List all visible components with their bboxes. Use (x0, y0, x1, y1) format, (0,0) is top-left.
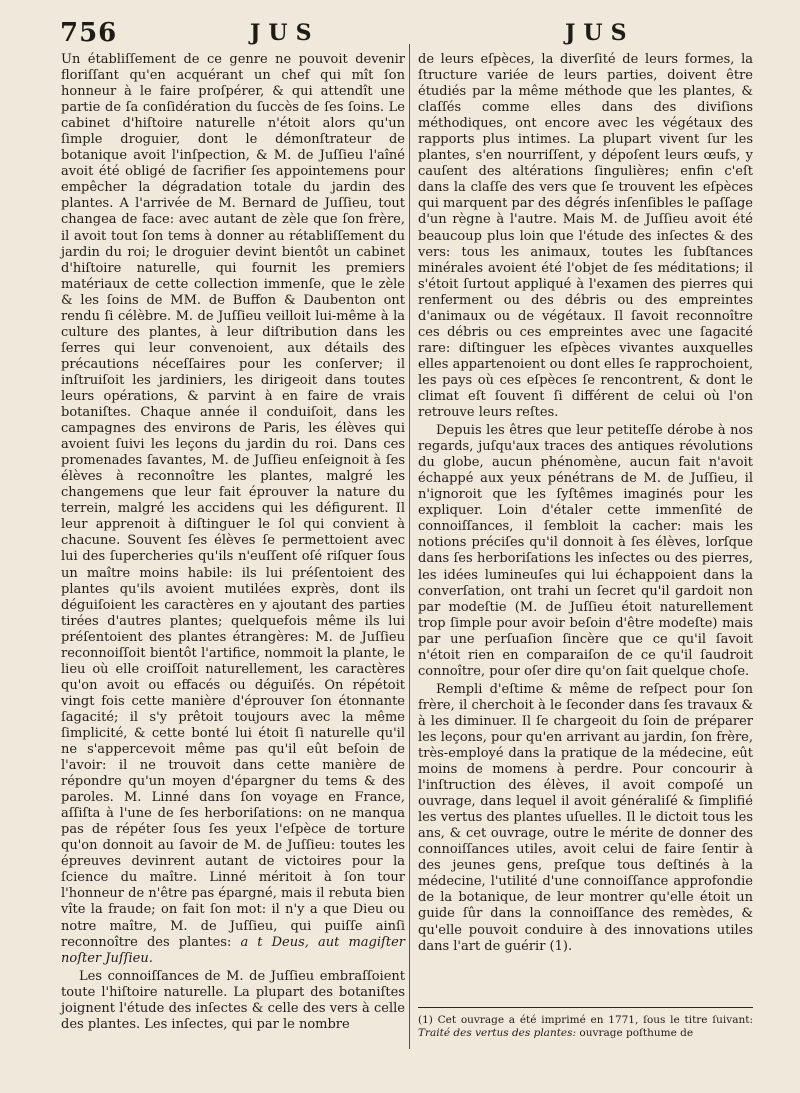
latin-quote: a t Deus, aut magiſter noſter Juſſieu. (61, 934, 405, 966)
paragraph (61, 52, 405, 967)
paragraph-text: Un établiſſement de ce genre ne pouvoit devenir floriſſant qu'en acquérant un chef qui mît ſon honneur à le faire proſpérer, & qui attendît une partie de ſa conſidération du ſuccès de ſes ſoins. Le cabinet d'hiſtoire naturelle n'étoit alors qu'un ſimple droguier, dont le démonſtrateur de botanique avoit l'inſpection, & M. de Juſſieu l'aîné avoit été obligé de ſacrifier ſes appointemens pour empêcher la dégradation totale du jardin des plantes. A l'arrivée de M. Bernard de Juſſieu, tout changea de face: avec autant de zèle que ſon frère, il avoit tout ſon tems à donner au rétabliſſement du jardin du roi; le droguier devint bientôt un cabinet d'hiſtoire naturelle, qui fournit les premiers matériaux de cette collection immenſe, que le zèle & les ſoins de MM. de Buffon & Daubenton ont rendu ſi célèbre. M. de Juſſieu veilloit lui-même à la culture des plantes, à leur diſtribution dans les ſerres qui leur convenoient, aux détails des précautions néceſſaires pour les conſerver; il inſtruiſoit les jardiniers, les dirigeoit dans toutes leurs opérations, & parvint à en faire de vrais botaniſtes. Chaque année il conduiſoit, dans les campagnes des environs de Paris, les élèves qui avoient ſuivi les leçons du jardin du roi. Dans ces promenades ſavantes, M. de Juſſieu enſeignoit à ſes élèves à reconnoître les plantes, malgré les changemens que leur fait éprouver la nature du terrein, malgré les accidens qui les défigurent. Il leur apprenoit à diſtinguer le ſol qui convient à chacune. Souvent ſes élèves ſe permettoient avec lui des ſupercheries qu'ils n'euſſent oſé riſquer ſous un maître moins habile: ils lui préſentoient des plantes qu'ils avoient mutilées exprès, dont ils déguiſoient les caractères en y ajoutant des parties tirées d'autres plantes; quelquefois même ils lui préſentoient des plantes étrangères: M. de Juſſieu reconnoiſſoit bientôt l'artifice, nommoit la plante, le lieu où elle croiſſoit naturellement, les caractères qu'on avoit ou effacés ou déguiſés. On répétoit vingt fois cette manière d'éprouver ſon étonnante ſagacité; il s'y prêtoit toujours avec la même ſimplicité, & cette bonté lui étoit ſi naturelle qu'il ne s'appercevoit même pas qu'il eût beſoin de l'avoir: il ne trouvoit dans cette manière de répondre qu'un moyen d'épargner du tems & des paroles. M. Linné dans ſon voyage en France, aſſiſta à l'une de ſes herboriſations: on ne manqua pas de répéter ſous ſes yeux l'eſpèce de torture qu'on donnoit au ſavoir de M. de Juſſieu: toutes les épreuves devinrent autant de victoires pour la ſcience du maître. Linné méritoit à ſon tour l'honneur de n'être pas épargné, mais il rebuta bien vîte la fraude; on fait ſon mot: il n'y a que Dieu ou notre maître, M. de Juſſieu, qui puiſſe ainſi reconnoître des plantes: (61, 52, 405, 950)
running-head-right: JUS (565, 20, 635, 46)
left-column (61, 52, 405, 1033)
footnote-text: (1) Cet ouvrage a été imprimé en 1771, ſous le titre ſuivant: (418, 1014, 753, 1026)
right-column (418, 52, 753, 955)
column-divider (409, 44, 410, 1049)
paragraph: Rempli d'eſtime & même de reſpect pour ſon frère, il cherchoit à le ſeconder dans ſes travaux & à les diminuer. Il ſe chargeoit du ſoin de préparer les leçons, pour qu'en arrivant au jardin, ſon frère, très-employé dans la pratique de la médecine, eût moins de momens à perdre. Pour concourir à l'inſtruction des élèves, il avoit compoſé un ouvrage, dans lequel il avoit généraliſé & ſimplifié les vertus des plantes uſuelles. Il le dictoit tous les ans, & cet ouvrage, outre le mérite de donner des connoiſſances utiles, avoit celui de faire ſentir à des jeunes gens, preſque tous deſtinés à la médecine, l'utilité d'une connoiſſance approfondie de la botanique, de leur montrer qu'elle étoit un guide ſûr dans la connoiſſance des remèdes, & qu'elle pouvoit conduire à des innovations utiles dans l'art de guérir (1). (418, 681, 753, 954)
footnote-rule (418, 1007, 753, 1008)
page-number: 756 (60, 18, 118, 48)
footnote-text-end: ouvrage poſthume de (579, 1027, 694, 1039)
footnote (418, 1014, 753, 1040)
footnote-title: Traité des vertus des plantes: (418, 1027, 577, 1039)
paragraph: Depuis les êtres que leur petiteſſe dérobe à nos regards, juſqu'aux traces des antiques révolutions du globe, aucun phénomène, aucun fait n'avoit échappé aux yeux pénétrans de M. de Juſſieu, il n'ignoroit que les ſyſtêmes imaginés pour les expliquer. Loin d'étaler cette immenſité de connoiſſances, il ſembloit la cacher: mais les notions préciſes qu'il donnoit à ſes élèves, lorſque dans ſes herboriſations les inſectes ou des pierres, les idées lumineuſes qui lui échappoient dans la converſation, ont trahi un ſecret qu'il gardoit non par modeſtie (M. de Juſſieu étoit naturellement trop ſimple pour avoir beſoin d'être modeſte) mais par une perſuaſion ſincère que ce qu'il ſavoit n'étoit rien en comparaiſon de ce qu'il ſaudroit connoître, pour oſer dire qu'on ſait quelque choſe. (418, 423, 753, 679)
paragraph: Les connoiſſances de M. de Juſſieu embraſſoient toute l'hiſtoire naturelle. La plupart des botaniſtes joignent l'étude des inſectes & celle des vers à celle des plantes. Les inſectes, qui par le nombre (61, 968, 405, 1032)
paragraph: de leurs eſpèces, la diverſité de leurs formes, la ſtructure variée de leurs parties, doivent être étudiés par la même méthode que les plantes, & claſſés comme elles dans des diviſions méthodiques, ont encore avec les végétaux des rapports plus intimes. La plupart vivent ſur les plantes, s'en nourriſſent, y dépoſent leurs œufs, y cauſent des altérations ſingulières; enfin c'eſt dans la claſſe des vers que ſe trouvent les eſpèces qui marquent par des dégrés inſenſibles le paſſage d'un règne à l'autre. Mais M. de Juſſieu avoit été beaucoup plus loin que l'étude des inſectes & des vers: tous les animaux, toutes les ſubſtances minérales avoient été l'objet de ſes méditations; il s'étoit ſurtout appliqué à l'examen des pierres qui renferment ou des débris ou des empreintes d'animaux ou de végétaux. Il ſavoit reconnoître ces débris ou ces empreintes avec une ſagacité rare: diſtinguer les eſpèces vivantes auxquelles elles appartenoient ou dont elles ſe rapprochoient, les pays où ces eſpèces ſe rencontrent, & dont le climat eſt ſouvent ſi différent de celui où l'on retrouve leurs reſtes. (418, 52, 753, 421)
running-head-left: JUS (250, 20, 320, 46)
